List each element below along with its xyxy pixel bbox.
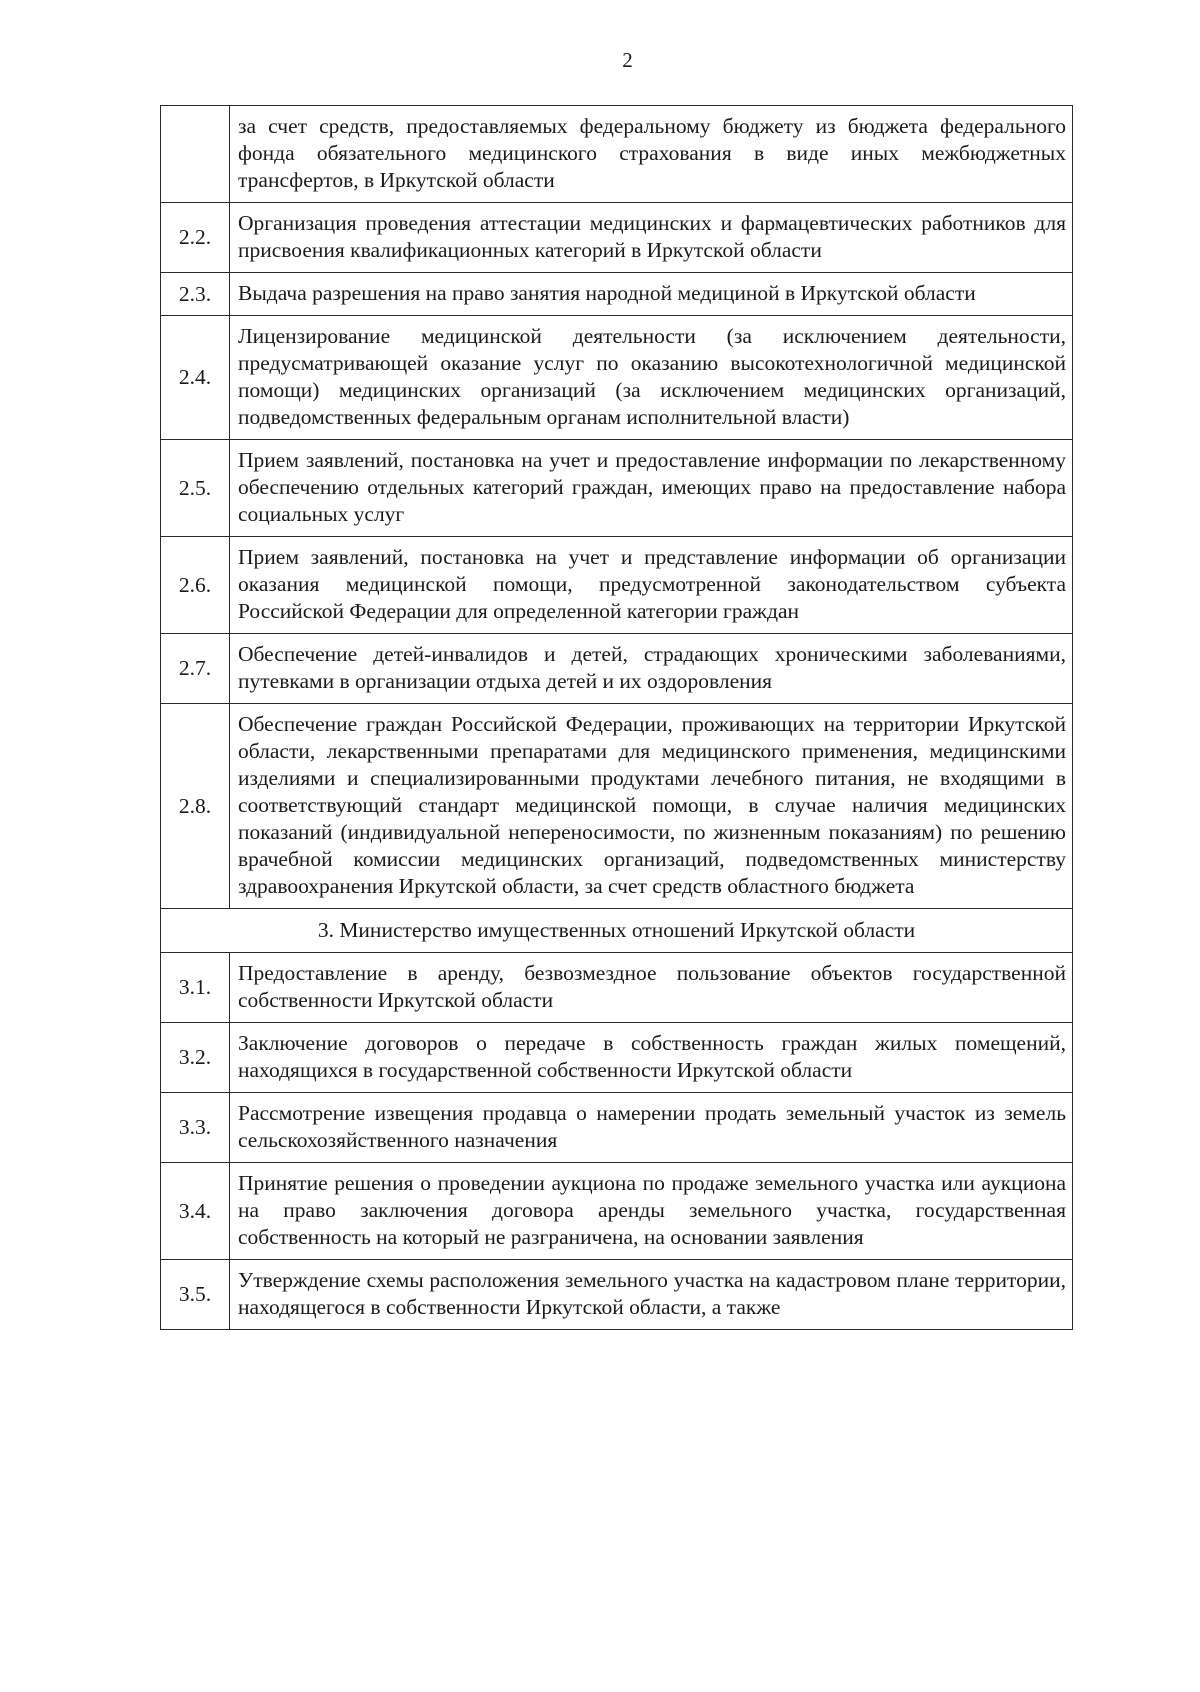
table-row (161, 1260, 1073, 1330)
row-number (161, 106, 230, 203)
row-text: Принятие решения о проведении аукциона по продаже земельного участка или аукциона на право заключения договора аренды земельного участка, государственная собственность на который не разграничена, на основании заявления (230, 1163, 1073, 1260)
row-number: 2.4. (161, 316, 230, 440)
row-number: 2.3. (161, 273, 230, 316)
table-row (161, 106, 1073, 203)
table-row (161, 316, 1073, 440)
row-text: Организация проведения аттестации медицинских и фармацевтических работников для присвоения квалификационных категорий в Иркутской области (230, 203, 1073, 273)
row-text: Предоставление в аренду, безвозмездное пользование объектов государственной собственности Иркутской области (230, 953, 1073, 1023)
row-number: 2.7. (161, 634, 230, 704)
row-text: Обеспечение детей-инвалидов и детей, страдающих хроническими заболеваниями, путевками в организации отдыха детей и их оздоровления (230, 634, 1073, 704)
row-number: 3.4. (161, 1163, 230, 1260)
table-row (161, 203, 1073, 273)
page-number: 2 (622, 48, 633, 72)
table-row (161, 273, 1073, 316)
row-text: Обеспечение граждан Российской Федерации, проживающих на территории Иркутской области, лекарственными препаратами для медицинского применения, медицинскими изделиями и специализированными продуктами лечебного питания, не входящими в соответствующий стандарт медицинской помощи, в случае наличия медицинских показаний (индивидуальной непереносимости, по жизненным показаниям) по решению врачебной комиссии медицинских организаций, подведомственных министерству здравоохранения Иркутской области, за счет средств областного бюджета (230, 704, 1073, 909)
table-row (161, 953, 1073, 1023)
row-text: Прием заявлений, постановка на учет и предоставление информации по лекарственному обеспечению отдельных категорий граждан, имеющих право на предоставление набора социальных услуг (230, 440, 1073, 537)
services-table (160, 105, 1073, 1330)
row-number: 3.2. (161, 1023, 230, 1093)
row-number: 3.1. (161, 953, 230, 1023)
row-text: Утверждение схемы расположения земельного участка на кадастровом плане территории, находящегося в собственности Иркутской области, а также (230, 1260, 1073, 1330)
row-number: 2.2. (161, 203, 230, 273)
table-row (161, 704, 1073, 909)
table-row (161, 1163, 1073, 1260)
table-row (161, 1023, 1073, 1093)
table-row (161, 634, 1073, 704)
row-number: 2.5. (161, 440, 230, 537)
section-heading-row (161, 909, 1073, 953)
table-row (161, 1093, 1073, 1163)
row-number: 3.3. (161, 1093, 230, 1163)
row-text: Выдача разрешения на право занятия народной медициной в Иркутской области (230, 273, 1073, 316)
row-number: 2.8. (161, 704, 230, 909)
section-heading: 3. Министерство имущественных отношений Иркутской области (161, 909, 1073, 953)
table-row (161, 537, 1073, 634)
table-row (161, 440, 1073, 537)
row-text: за счет средств, предоставляемых федеральному бюджету из бюджета федерального фонда обязательного медицинского страхования в виде иных межбюджетных трансфертов, в Иркутской области (230, 106, 1073, 203)
row-text: Лицензирование медицинской деятельности (за исключением деятельности, предусматривающей оказание услуг по оказанию высокотехнологичной медицинской помощи) медицинских организаций (за исключением медицинских организаций, подведомственных федеральным органам исполнительной власти) (230, 316, 1073, 440)
row-number: 3.5. (161, 1260, 230, 1330)
row-number: 2.6. (161, 537, 230, 634)
row-text: Заключение договоров о передаче в собственность граждан жилых помещений, находящихся в государственной собственности Иркутской области (230, 1023, 1073, 1093)
row-text: Рассмотрение извещения продавца о намерении продать земельный участок из земель сельскохозяйственного назначения (230, 1093, 1073, 1163)
row-text: Прием заявлений, постановка на учет и представление информации об организации оказания медицинской помощи, предусмотренной законодательством субъекта Российской Федерации для определенной категории граждан (230, 537, 1073, 634)
